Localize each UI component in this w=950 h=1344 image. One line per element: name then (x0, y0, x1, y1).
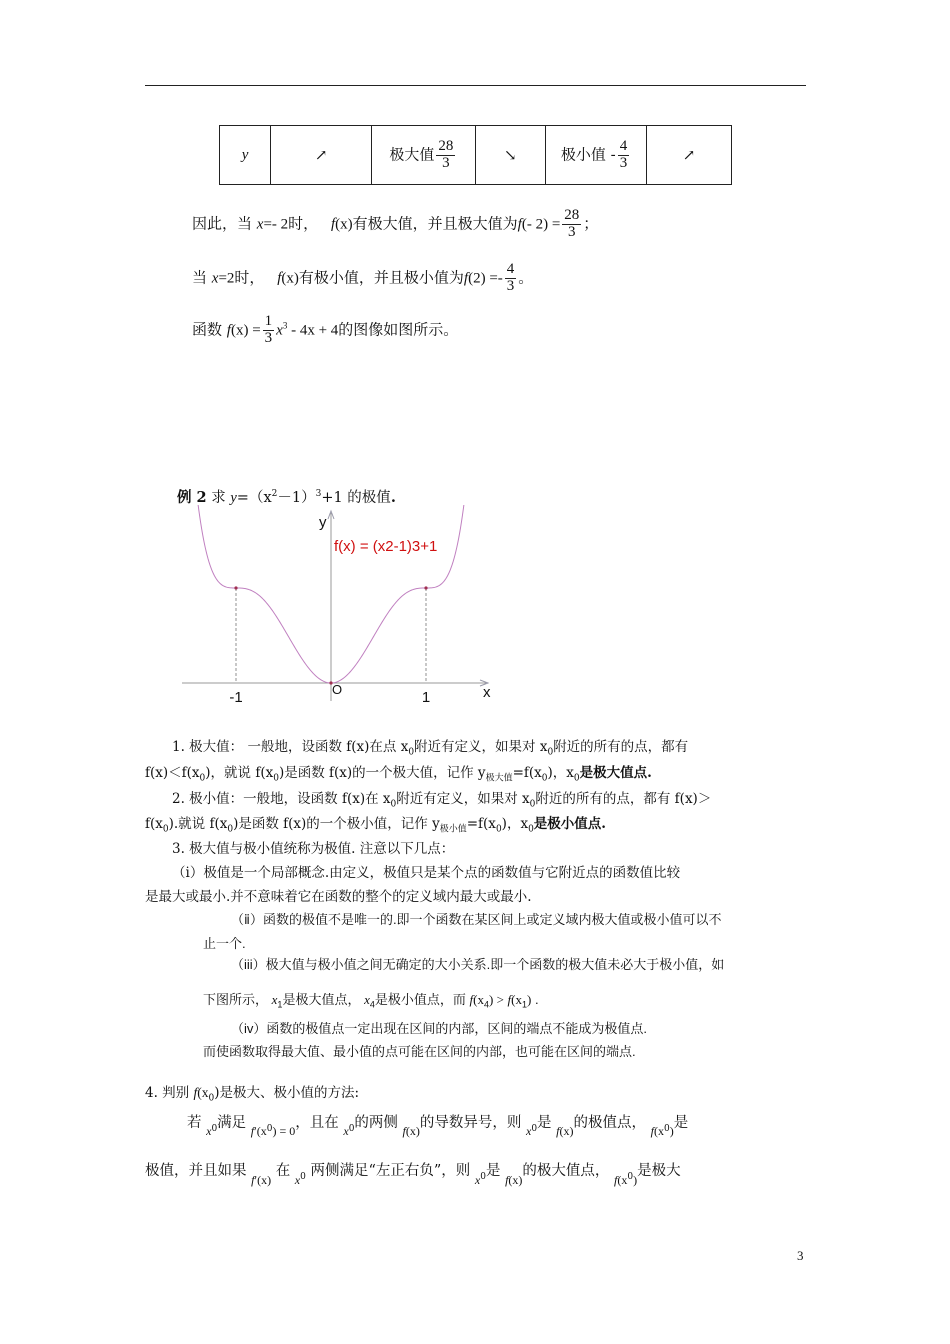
math-text: =2时， (218, 270, 265, 287)
text: 满足 (217, 1115, 247, 1131)
subscript: 0 (573, 773, 580, 784)
text: ； (583, 214, 599, 233)
subscript: 0 (227, 824, 234, 835)
math-var: f (650, 1124, 654, 1138)
text: . (390, 489, 396, 506)
math-var: f (507, 992, 512, 1007)
math-var: x (271, 992, 278, 1007)
text: 是极大值点. (579, 765, 652, 781)
text: 若 (187, 1115, 202, 1131)
math-var: x (364, 992, 370, 1007)
section-4-line2 (145, 1156, 681, 1195)
math-var: f (330, 216, 336, 233)
subscript: 1 (522, 999, 528, 1010)
subscript: 0 (300, 1171, 306, 1182)
math-var: f (250, 1124, 255, 1138)
paragraph-max-value (192, 208, 598, 241)
text: 有极小值，并且极小值为 (298, 268, 464, 287)
subscript: 0 (529, 799, 536, 810)
exponent: 3 (315, 489, 322, 500)
text: 因此，当 (192, 214, 253, 233)
subscript: 0 (541, 773, 548, 784)
example-2-heading (177, 486, 396, 507)
math-var: y (230, 490, 237, 506)
math-text: (x) (405, 1124, 420, 1138)
subscript: 0 (211, 1123, 218, 1134)
section-4-title (145, 1081, 359, 1111)
math-text: (x (617, 1173, 628, 1187)
table-cell-min (545, 126, 646, 185)
page-number: 3 (797, 1248, 804, 1263)
example-label: 例 2 (177, 489, 207, 506)
math-var: f (193, 1085, 198, 1100)
text: 的导数异号，则 (419, 1115, 522, 1131)
text: 极值，并且如果 (145, 1163, 247, 1179)
text: 下图所示， (203, 992, 269, 1007)
math-var: f (505, 1173, 509, 1187)
math-text: (x) (335, 216, 353, 233)
fraction (436, 139, 455, 172)
note-iii-line2 (203, 988, 539, 1017)
math-var: x (294, 1173, 301, 1187)
math-var: f (517, 216, 522, 233)
fraction (562, 208, 581, 241)
text: ，且在 (295, 1115, 339, 1131)
math-text: ) (669, 1124, 674, 1138)
fraction (505, 262, 517, 295)
min-label: 极小值 - (560, 145, 616, 163)
text: 是极小值点. (533, 816, 606, 832)
text: 4. 判别 (145, 1085, 190, 1101)
fraction-denominator: 3 (264, 329, 273, 346)
subscript: 0 (408, 747, 415, 758)
math-text: (x) (508, 1173, 523, 1187)
chart-title: f(x) = (x2-1)3+1 (334, 538, 438, 555)
fraction (263, 314, 275, 347)
table-cell: ↗ (271, 126, 372, 185)
function-graph (170, 505, 510, 715)
subscript: 0 (495, 824, 502, 835)
fraction-numerator: 1 (264, 313, 273, 329)
text: )是函数 f(x)的一个极小值，记作 y (233, 816, 440, 832)
extremum-point (234, 586, 237, 589)
tick-label-neg1: -1 (229, 689, 243, 706)
text: 是 (485, 1163, 501, 1179)
math-text: (x) (559, 1124, 574, 1138)
note-iv-line1: （iv）函数的极值点一定出现在区间的内部，区间的端点不能成为极值点. (231, 1021, 648, 1036)
text: 是 (673, 1115, 689, 1131)
text: 的极值点， (573, 1115, 646, 1131)
fraction-denominator: 3 (562, 224, 581, 241)
text: 附近的所有的点，都有 f(x)＞ (535, 791, 712, 807)
text: 在 (275, 1163, 291, 1179)
subscript: 极大值 (485, 773, 513, 784)
paragraph-min-value (192, 262, 533, 295)
origin-label: O (331, 682, 343, 697)
subscript: 0 (627, 1171, 634, 1182)
subscript: 4 (369, 999, 375, 1010)
subscript: 0 (273, 773, 279, 784)
note-i-line2: 是最大或最小.并不意味着它在函数的整个的定义域内最大或最小. (145, 889, 532, 905)
math-text: - 4x + 4的图像如图所示。 (287, 322, 459, 339)
table-row (220, 126, 732, 185)
text: )是函数 f(x)的一个极大值，记作 y (278, 765, 486, 781)
table-cell: y (220, 126, 271, 185)
math-text: =（x (236, 490, 272, 506)
table-cell: ↗ (647, 126, 732, 185)
text: 是极大 (637, 1163, 681, 1179)
text: )是极大、极小值的方法: (214, 1085, 360, 1101)
text: 两侧满足“左正右负”，则 (310, 1163, 471, 1179)
table-cell-max (372, 126, 475, 185)
math-text: (x) = (230, 322, 261, 339)
text: 是 (537, 1115, 552, 1131)
math-text: (x (197, 1085, 209, 1100)
text: 当 (192, 268, 208, 287)
exponent: 3 (282, 320, 288, 331)
subscript: 极小值 (439, 824, 467, 835)
math-var: f (614, 1173, 618, 1187)
text: =f(x (466, 816, 496, 832)
math-var: x (474, 1173, 481, 1187)
fraction (618, 139, 630, 172)
tick-label-1: 1 (421, 689, 431, 706)
fraction-denominator: 3 (619, 154, 628, 171)
note-i-line1: （ⅰ）极值是一个局部概念.由定义，极值只是某个点的函数值与它附近点的函数值比较 (172, 865, 681, 881)
math-var: f (556, 1124, 560, 1138)
text: 的两侧 (354, 1115, 398, 1131)
subscript: 0 (547, 747, 554, 758)
subscript: 0 (480, 1171, 486, 1182)
text: 附近的所有的点，都有 (553, 739, 689, 755)
math-text: －1） (277, 490, 316, 506)
subscript: 0 (266, 1123, 273, 1134)
math-text: (- 2) = (521, 216, 561, 233)
subscript: 0 (528, 824, 534, 835)
note-iv-line2: 而使函数取得最大值、最小值的点可能在区间的内部，也可能在区间的端点. (203, 1044, 636, 1059)
text: 函数 (192, 320, 223, 339)
text: 求 (211, 490, 226, 506)
subscript: 0 (531, 1123, 538, 1134)
math-text: (x (653, 1124, 664, 1138)
math-var: x (525, 1124, 532, 1138)
math-var: x (276, 322, 283, 339)
subscript: 1 (277, 999, 283, 1010)
fraction-numerator: 4 (506, 261, 515, 277)
subscript: 0 (208, 1093, 215, 1104)
table-cell: ↘ (475, 126, 545, 185)
text: 的极大值点， (522, 1163, 610, 1179)
math-text: ′(x (254, 1124, 267, 1138)
note-ii-line2: 止一个. (203, 936, 246, 951)
math-var: x (256, 216, 264, 233)
header-rule (145, 85, 806, 86)
note-iii-line1: （iii）极大值与极小值之间无确定的大小关系.即一个函数的极大值未必大于极小值，如 (231, 957, 725, 972)
math-var: x (211, 270, 219, 287)
note-ii-line1: （ⅱ）函数的极值不是唯一的.即一个函数在某区间上或定义域内极大值或极小值可以不 (231, 912, 722, 927)
paragraph-function-graph (192, 314, 458, 347)
math-var: f (469, 992, 474, 1007)
max-label: 极大值 (389, 145, 435, 163)
variation-table (219, 125, 732, 185)
definition-extremum: 3. 极大值与极小值统称为极值. 注意以下几点： (172, 841, 455, 857)
math-text: (x (473, 992, 484, 1007)
text: )，x (501, 816, 529, 832)
section-4-line1 (187, 1108, 688, 1146)
text: f(x (145, 816, 163, 832)
subscript: 0 (348, 1123, 355, 1134)
math-text: (2) =- (468, 270, 503, 287)
math-text: ) (633, 1173, 638, 1187)
fraction-numerator: 28 (564, 207, 580, 223)
text: 是极小值点，而 (374, 992, 466, 1007)
math-text: (x) (281, 270, 299, 287)
math-var: f (277, 270, 282, 287)
fraction-denominator: 3 (436, 155, 455, 172)
subscript: 0 (390, 799, 397, 810)
extremum-point (424, 586, 427, 589)
text: 。 (518, 268, 534, 287)
text: 1. 极大值： 一般地，设函数 f(x)在点 x (172, 739, 409, 755)
subscript: 4 (483, 999, 489, 1010)
text: 是极大值点， (282, 992, 361, 1007)
fraction-numerator: 4 (619, 137, 628, 154)
subscript: 0 (162, 824, 169, 835)
math-text: ) (527, 992, 532, 1007)
text: ).就说 f(x (168, 816, 228, 832)
math-text: =- 2时， (263, 216, 319, 233)
text: f(x)＜f(x (145, 765, 200, 781)
text: )，就说 f(x (205, 765, 274, 781)
math-var: f (402, 1124, 406, 1138)
x-axis-label: x (483, 684, 491, 701)
subscript: 0 (663, 1123, 670, 1134)
text: )，x (547, 765, 574, 781)
exponent: 2 (271, 489, 278, 500)
text: 2. 极小值：一般地，设函数 f(x)在 x (172, 791, 391, 807)
math-var: f (463, 270, 469, 287)
math-var: x (343, 1124, 349, 1138)
text: =f(x (512, 765, 542, 781)
text: . (535, 992, 539, 1007)
text: 有极大值，并且极大值为 (352, 214, 518, 233)
math-text: (x (511, 992, 523, 1007)
math-var: f (251, 1173, 255, 1187)
text: 附近有定义，如果对 x (396, 791, 530, 807)
math-text: +1 的极值 (321, 490, 391, 506)
math-var: f (226, 322, 231, 339)
fraction-denominator: 3 (506, 277, 515, 294)
math-text: ) > (489, 992, 504, 1007)
math-text: ′(x) (254, 1173, 272, 1187)
y-axis-label: y (319, 514, 327, 531)
text: 附近有定义，如果对 x (414, 739, 548, 755)
math-var: x (206, 1124, 212, 1138)
subscript: 0 (199, 773, 206, 784)
math-text: ) = 0 (272, 1124, 296, 1138)
fraction-numerator: 28 (438, 137, 454, 154)
